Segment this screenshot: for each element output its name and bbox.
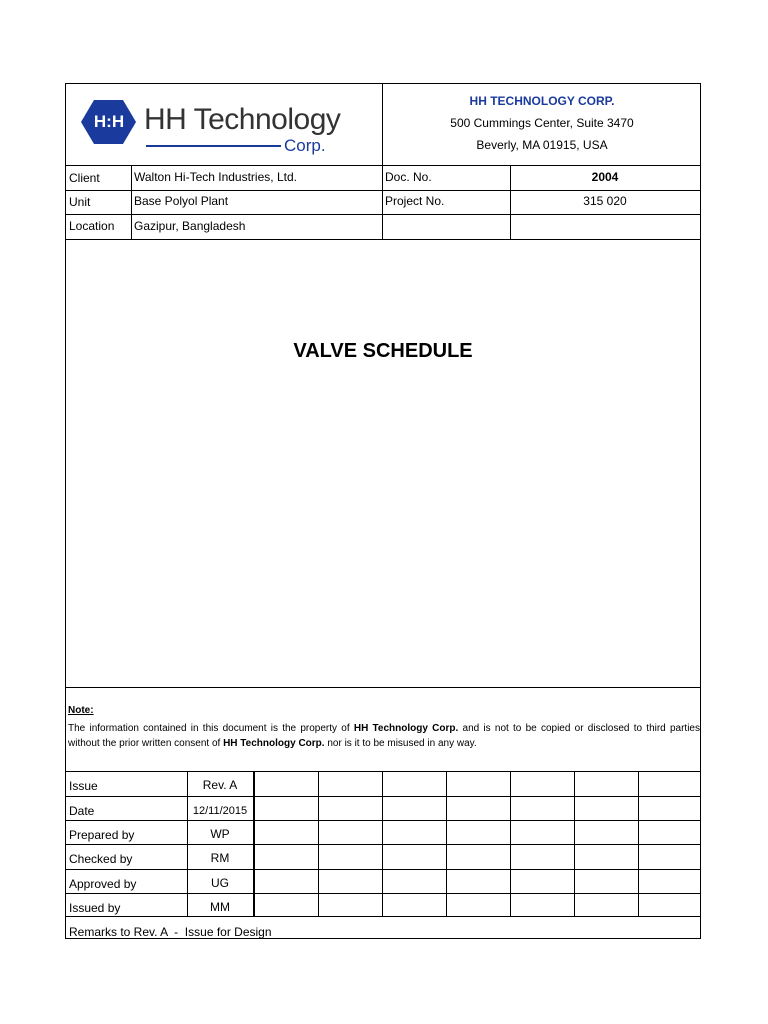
approved-by-value: UG: [211, 876, 229, 890]
client-label: Client: [69, 171, 100, 185]
checked-by-label: Checked by: [69, 852, 133, 866]
note-company-name-1: HH Technology Corp.: [353, 723, 459, 734]
document-title: VALVE SCHEDULE: [293, 340, 473, 362]
logo-wordmark: HH Technology: [144, 103, 341, 136]
note-text: [68, 721, 700, 751]
approved-by-label: Approved by: [69, 877, 137, 891]
company-logo: [76, 92, 371, 162]
note-text-part-2: and is not to be copied or disclosed to third parties without the prior written consent of: [68, 723, 700, 749]
project-no-value: 315 020: [583, 194, 627, 208]
issued-by-label: Issued by: [69, 901, 121, 915]
issued-by-value: MM: [210, 900, 230, 914]
date-label: Date: [69, 804, 95, 818]
location-label: Location: [69, 219, 115, 233]
prepared-by-value: WP: [210, 827, 230, 841]
date-value: 12/11/2015: [192, 805, 248, 817]
issue-value: Rev. A: [202, 778, 238, 792]
checked-by-value: RM: [210, 851, 230, 865]
prepared-by-label: Prepared by: [69, 828, 135, 842]
note-text-part-3: nor is it to be misused in any way.: [324, 738, 477, 749]
note-text-part-1: The information contained in this document is the property of: [68, 723, 354, 734]
note-company-name-2: HH Technology Corp.: [223, 738, 325, 749]
document-sheet: [65, 83, 701, 939]
remarks: Remarks to Rev. A - Issue for Design: [69, 925, 272, 939]
project-no-label: Project No.: [385, 194, 445, 208]
logo-mark: H:H: [93, 112, 125, 131]
company-name: HH TECHNOLOGY CORP.: [469, 94, 615, 108]
client-value: Walton Hi-Tech Industries, Ltd.: [134, 170, 297, 184]
company-address-line-1: 500 Cummings Center, Suite 3470: [450, 116, 634, 130]
unit-label: Unit: [69, 195, 91, 209]
unit-value: Base Polyol Plant: [134, 194, 229, 208]
logo-subtext: Corp.: [284, 136, 326, 155]
location-value: Gazipur, Bangladesh: [134, 219, 246, 233]
company-address-line-2: Beverly, MA 01915, USA: [476, 138, 608, 152]
note-heading: Note:: [68, 705, 94, 716]
doc-no-value: 2004: [591, 170, 619, 184]
issue-label: Issue: [69, 779, 98, 793]
doc-no-label: Doc. No.: [385, 170, 432, 184]
logo-underline: [146, 145, 281, 147]
